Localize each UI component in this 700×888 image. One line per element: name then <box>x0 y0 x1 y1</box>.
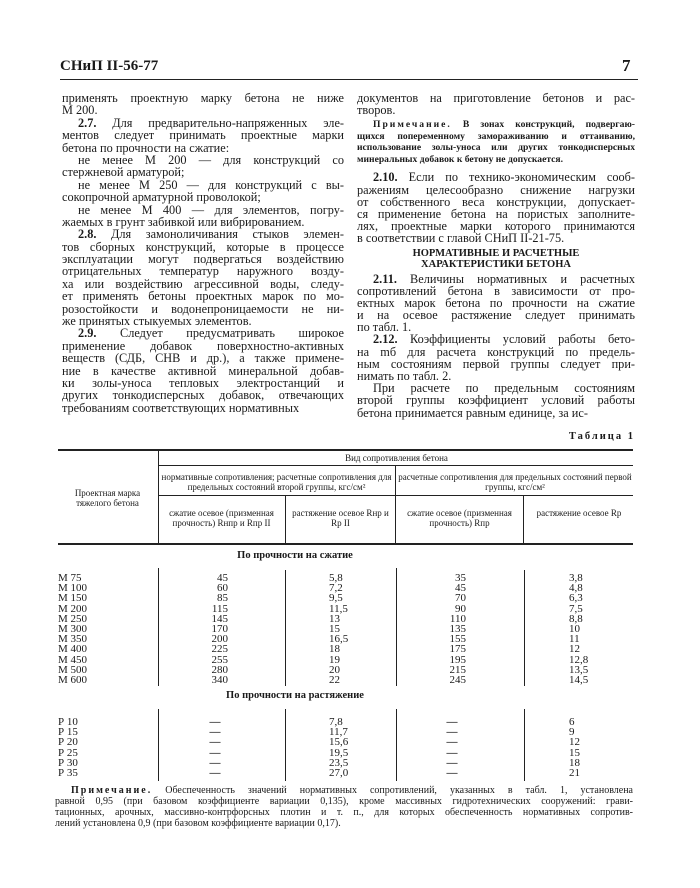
line-text: лений установлена 0,9 (при базовом коэффициенте вариации 0,17). <box>55 818 341 829</box>
table-header-bottom-rule <box>58 543 633 545</box>
line-text: бетона по прочности на сжатие: <box>62 140 230 155</box>
column-header-3: сжатие осевое (призменная прочность) Rпр <box>407 508 512 528</box>
table-divider <box>285 570 286 686</box>
text-line <box>357 92 635 104</box>
compression-row-value: 145 <box>211 612 228 625</box>
column-header-1: сжатие осевое (призменная прочность) Rнпр и Rпр II <box>169 508 274 528</box>
compression-row-label: М 400 <box>58 643 88 656</box>
compression-row-value: 110 <box>449 612 466 625</box>
compression-row-value: 195 <box>449 653 466 666</box>
compression-row-value: 14,5 <box>569 674 589 686</box>
table-divider <box>395 466 396 543</box>
tension-row-value: — <box>446 746 458 759</box>
line-text: не менее М 200 — для конструкций со <box>78 152 344 167</box>
compression-row-value: 115 <box>211 602 228 615</box>
compression-row-label: М 300 <box>58 623 88 635</box>
tension-row-value: 15 <box>569 746 580 759</box>
compression-row-value: 13,5 <box>569 663 589 676</box>
compression-row-label: М 200 <box>58 602 88 615</box>
tension-row-value: — <box>446 767 458 779</box>
line-text: равной 0,95 (при базовом коэффициенте вариации 0,135), кроме массивных гидротехнических сооружений: грави- <box>55 796 633 807</box>
line-text: второй группы коэффициент условий работы <box>357 393 635 408</box>
table-divider <box>285 709 286 781</box>
compression-row-value: 12,8 <box>569 653 589 666</box>
table-divider <box>524 570 525 686</box>
line-text: в соответствии с главой СНиП II-21-75. <box>357 231 565 246</box>
tension-row-value: 15,6 <box>329 736 349 749</box>
line-text: других тонкодисперсных добавок, отвечающих <box>62 388 344 403</box>
compression-row-value: 6,3 <box>569 592 583 605</box>
text-line <box>55 796 633 807</box>
compression-row-value: 8,8 <box>569 612 583 625</box>
tension-row-value: 18 <box>569 756 580 769</box>
tension-row-value: — <box>209 726 221 739</box>
compression-row-value: 16,5 <box>329 633 349 646</box>
text-line <box>357 119 635 131</box>
line-text: применение добавок поверхностно-активных <box>62 338 344 353</box>
paragraph-continued <box>357 382 635 419</box>
compression-row-value: 70 <box>455 592 466 605</box>
page-number: 7 <box>622 56 631 75</box>
line-text: Для предварительно-напряженных эле- <box>112 115 344 130</box>
text-line <box>357 131 635 143</box>
continuation-paragraph <box>357 92 635 116</box>
line-text: ет применять бетоны проектных марок по мо- <box>62 289 344 304</box>
table-divider <box>523 496 524 543</box>
sub-group-header-2: расчетные сопротивления для предельных состояний первой группы, кгс/см² <box>398 472 632 492</box>
tension-row-value: 11,7 <box>329 726 348 739</box>
group-header: Вид сопротивления бетона <box>345 453 448 463</box>
paragraph-2-11 <box>357 273 635 334</box>
line-text: ки золы-уноса тепловых электростанций и <box>62 375 344 390</box>
line-text: использование золы-уноса или других тонкодисперсных <box>357 142 635 154</box>
line-text: Величины нормативных и расчетных <box>410 271 635 286</box>
header-rule <box>60 79 638 80</box>
line-text: ектных марок бетона по прочности на сжатие <box>357 295 635 310</box>
line-text: бетона принимается равным единице, за ис- <box>357 405 588 420</box>
compression-row-value: 3,8 <box>569 572 583 584</box>
tension-row-value: — <box>446 716 458 728</box>
line-text: Коэффициенты условий работы бето- <box>410 332 635 347</box>
line-text: минеральных добавок к бетону не допускается. <box>357 153 564 165</box>
tension-row-label: Р 20 <box>58 736 78 749</box>
compression-row-label: М 600 <box>58 674 88 686</box>
compression-row-value: 60 <box>217 582 228 595</box>
tension-row-value: 6 <box>569 716 575 728</box>
sub-group-header-1: нормативные сопротивления; расчетные сопротивления для предельных состояний второй группы, кгс/см² <box>161 472 392 492</box>
line-text: применять проектную марку бетона не ниже <box>62 91 344 105</box>
compression-row-value: 175 <box>449 643 466 656</box>
text-line <box>62 92 344 104</box>
section-heading-line: НОРМАТИВНЫЕ И РАСЧЕТНЫЕ <box>412 247 580 259</box>
line-text: В зонах конструкций, подвергаю- <box>462 119 635 131</box>
compression-row-value: 90 <box>455 602 466 615</box>
compression-row-label: М 150 <box>58 592 88 605</box>
paragraph-number: 2.11. <box>373 271 397 286</box>
line-text: требованиям соответствующих нормативных <box>62 400 300 415</box>
compression-row-value: 155 <box>449 633 466 646</box>
paragraph-number: 2.7. <box>78 115 97 130</box>
tension-row-value: — <box>446 756 458 769</box>
paragraph-number: 2.10. <box>373 170 398 185</box>
line-text: отрицательных температур наружного возду- <box>62 264 344 279</box>
tension-row-value: 9 <box>569 726 575 739</box>
table-top-rule <box>58 449 633 451</box>
line-text: эксплуатации могут подвергаться воздействию <box>62 252 344 267</box>
line-text: Обеспеченность значений нормативных сопротивлений, указанных в табл. 1, установлена <box>165 785 633 796</box>
text-line <box>357 104 635 116</box>
table-divider <box>396 568 397 686</box>
line-text: ным состояниям первой группы следует при- <box>357 356 635 371</box>
text-line <box>55 785 633 796</box>
tension-row-value: — <box>209 736 221 749</box>
compression-row-value: 35 <box>455 572 466 584</box>
tension-row-label: Р 15 <box>58 726 78 739</box>
section-tension: По прочности на растяжение <box>226 690 364 701</box>
paragraph-number: 2.9. <box>78 326 97 341</box>
text-line <box>357 142 635 154</box>
line-text: тационных, арочных, массивно-контрфорсных плотин и т. п., для которых обеспеченность нормативных сопротив- <box>55 807 633 818</box>
paragraph-number: 2.12. <box>373 332 398 347</box>
compression-row-value: 20 <box>329 663 340 676</box>
text-line <box>62 402 344 414</box>
compression-row-value: 245 <box>449 674 466 686</box>
line-text: творов. <box>357 103 396 118</box>
tension-row-label: Р 25 <box>58 746 78 759</box>
compression-row-label: М 75 <box>58 572 82 584</box>
line-text: сокопрочной арматурной проволокой; <box>62 190 261 205</box>
tension-row-value: — <box>209 756 221 769</box>
compression-row-value: 15 <box>329 623 340 635</box>
line-text: ние в качестве активной минеральной добав- <box>62 363 344 378</box>
right-column <box>357 92 635 442</box>
compression-row-label: М 250 <box>58 612 88 625</box>
section-heading <box>357 248 635 270</box>
compression-row-value: 12 <box>569 643 580 656</box>
compression-row-value: 7,2 <box>329 582 343 595</box>
compression-row-value: 5,8 <box>329 572 343 584</box>
table-divider <box>158 709 159 781</box>
line-text: от собственного веса конструкции, допускает- <box>357 194 635 209</box>
tension-row-label: Р 30 <box>58 756 78 769</box>
line-text: жаемых в грунт забивкой или вибрированием. <box>62 214 305 229</box>
compression-row-value: 22 <box>329 674 340 686</box>
line-text: стержневой арматурой; <box>62 165 185 180</box>
compression-row-value: 340 <box>211 674 228 686</box>
line-text: не менее М 400 — для элементов, погру- <box>78 202 344 217</box>
line-text: Следует предусматривать широкое <box>120 326 344 341</box>
text-line <box>357 407 635 419</box>
compression-row-value: 18 <box>329 643 340 656</box>
compression-row-label: М 450 <box>58 653 88 666</box>
compression-row-value: 13 <box>329 612 340 625</box>
line-text: Если по технико-экономическим сооб- <box>408 170 635 185</box>
line-text: ментов следует принимать проектные марки <box>62 128 344 143</box>
compression-row-value: 19 <box>329 653 340 666</box>
line-text: на mб для расчета конструкций по предель- <box>357 344 635 359</box>
table-divider <box>524 709 525 781</box>
tension-row-value: — <box>209 746 221 759</box>
tension-row-value: — <box>446 736 458 749</box>
line-text: документов на приготовление бетонов и рас- <box>357 91 635 105</box>
compression-row-value: 10 <box>569 623 580 635</box>
text-line <box>357 154 635 166</box>
document-code: СНиП II-56-77 <box>60 58 159 74</box>
line-text: щихся попеременному замораживанию и оттаиванию, <box>357 130 635 142</box>
compression-row-value: 135 <box>449 623 466 635</box>
line-text: Для замоноличивания стыков элемен- <box>111 227 344 242</box>
compression-row-value: 45 <box>217 572 228 584</box>
section-heading-line: ХАРАКТЕРИСТИКИ БЕТОНА <box>421 258 571 270</box>
compression-row-label: М 350 <box>58 633 88 646</box>
paragraph-2-12 <box>357 333 635 382</box>
compression-row-value: 200 <box>211 633 228 646</box>
line-text: лях, проектные марки которого принимаются <box>357 219 635 234</box>
compression-row-value: 85 <box>217 592 228 605</box>
compression-row-value: 7,5 <box>569 602 583 615</box>
tension-row-value: 12 <box>569 736 580 749</box>
compression-row-value: 170 <box>211 623 228 635</box>
compression-row-label: М 500 <box>58 663 88 676</box>
tension-row-value: 21 <box>569 767 580 779</box>
paragraph-number: Примечание. <box>373 119 452 131</box>
text-line <box>357 232 635 244</box>
tension-row-label: Р 35 <box>58 767 78 779</box>
line-text: М 200. <box>62 103 98 118</box>
tension-row-value: — <box>209 767 221 779</box>
table-divider <box>158 568 159 686</box>
compression-row-value: 9,5 <box>329 592 343 605</box>
line-text: нимать по табл. 2. <box>357 369 452 383</box>
table-caption: Таблица 1 <box>568 430 635 442</box>
tension-row-label: Р 10 <box>58 716 78 728</box>
line-text: же принятых стыкуемых элементов. <box>62 314 252 329</box>
tension-row-value: — <box>446 726 458 739</box>
note-paragraph <box>357 119 635 165</box>
compression-row-value: 225 <box>211 643 228 656</box>
line-text: ражениям целесообразно снижение нагрузки <box>357 182 635 197</box>
tension-row-value: — <box>209 716 221 728</box>
line-text: ся применение бетона на пористых заполните- <box>357 206 635 221</box>
column-header-2: растяжение осевое Rнр и Rр II <box>292 508 389 528</box>
compression-row-value: 45 <box>455 582 466 595</box>
line-text: сопротивлений бетона в зависимости от про- <box>357 283 635 298</box>
tension-row-value: 23,5 <box>329 756 349 769</box>
line-text: тов сборных конструкций, которые в процессе <box>62 239 344 254</box>
line-text: и на осевое растяжение следует принимать <box>357 308 635 323</box>
column-header-4: растяжение осевое Rр <box>536 508 622 518</box>
tension-row-value: 19,5 <box>329 746 349 759</box>
paragraph-2-10 <box>357 171 635 244</box>
paragraph-number: Примечание. <box>71 785 153 796</box>
table-divider <box>285 496 286 543</box>
compression-row-value: 255 <box>211 653 228 666</box>
tension-row-value: 27,0 <box>329 767 349 779</box>
line-text: по табл. 1. <box>357 320 412 335</box>
row-header: Проектная марка тяжелого бетона <box>74 488 141 508</box>
line-text: веществ (СДБ, СНВ и др.), а также примене- <box>62 351 344 366</box>
line-text: При расчете по предельным состояниям <box>373 381 635 396</box>
compression-row-value: 11 <box>569 633 580 646</box>
compression-row-value: 280 <box>211 663 228 676</box>
table-divider <box>396 709 397 781</box>
paragraph-number: 2.8. <box>78 227 97 242</box>
text-line <box>55 818 633 829</box>
left-column <box>62 92 344 414</box>
compression-row-value: 11,5 <box>329 602 348 615</box>
table-divider <box>158 450 159 543</box>
section-compression: По прочности на сжатие <box>237 550 353 561</box>
compression-row-label: М 100 <box>58 582 88 595</box>
line-text: розостойкости и водонепроницаемости не ни- <box>62 301 344 316</box>
table-footnote <box>55 785 633 829</box>
line-text: не менее М 250 — для конструкций с вы- <box>78 177 344 192</box>
line-text: ха или воздействию агрессивной воды, следу- <box>62 276 344 291</box>
compression-row-value: 4,8 <box>569 582 583 595</box>
compression-row-value: 215 <box>449 663 466 676</box>
text-line <box>55 807 633 818</box>
tension-row-value: 7,8 <box>329 716 343 728</box>
